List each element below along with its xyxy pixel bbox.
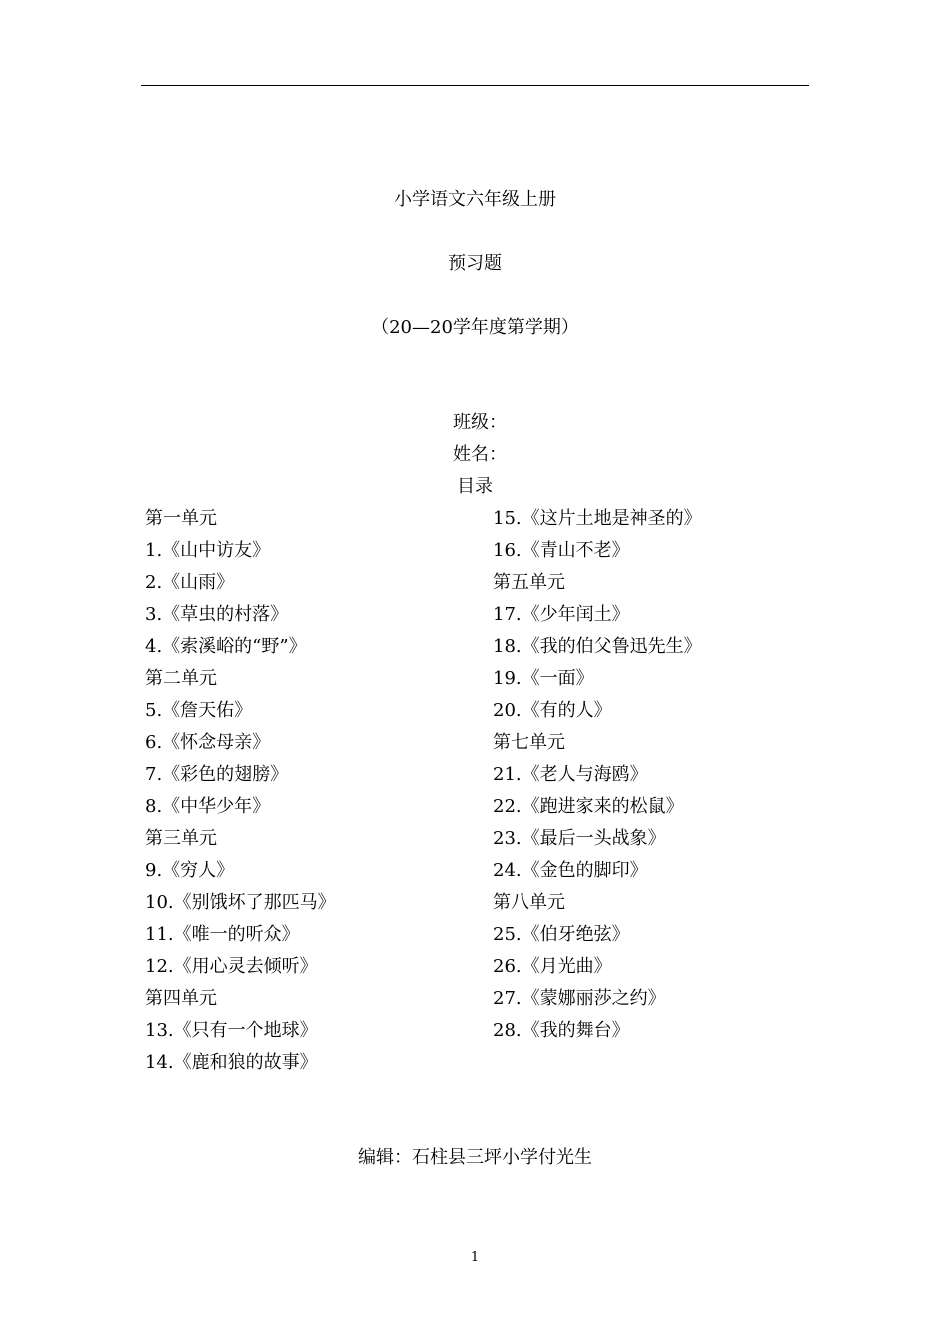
- toc-entry: 21.《老人与海鸥》: [493, 764, 648, 785]
- toc-entry: 6.《怀念母亲》: [145, 732, 271, 753]
- toc-entry: 17.《少年闰土》: [493, 604, 630, 625]
- page-number: 1: [470, 1250, 480, 1265]
- toc-entry: 12.《用心灵去倾听》: [145, 956, 318, 977]
- toc-entry: 13.《只有一个地球》: [145, 1020, 318, 1041]
- toc-entry: 7.《彩色的翅膀》: [145, 764, 289, 785]
- toc-entry: 第七单元: [493, 732, 565, 753]
- toc-entry: 26.《月光曲》: [493, 956, 612, 977]
- toc-entry: 第八单元: [493, 892, 565, 913]
- toc-entry: 1.《山中访友》: [145, 540, 271, 561]
- toc-entry: 10.《别饿坏了那匹马》: [145, 892, 336, 913]
- toc-entry: 24.《金色的脚印》: [493, 860, 648, 881]
- toc-entry: 20.《有的人》: [493, 700, 612, 721]
- toc-entry: 9.《穷人》: [145, 860, 235, 881]
- editor-line: 编辑：石柱县三坪小学付光生: [358, 1147, 592, 1168]
- toc-entry: 第三单元: [145, 828, 217, 849]
- toc-right-column: [493, 507, 702, 1051]
- class-label: 班级：: [453, 412, 507, 433]
- toc-entry: 11.《唯一的听众》: [145, 924, 300, 945]
- term-line: （20—20学年度第学期）: [371, 317, 579, 338]
- toc-heading: 目录: [457, 476, 493, 497]
- toc-entry: 2.《山雨》: [145, 572, 235, 593]
- toc-entry: 23.《最后一头战象》: [493, 828, 666, 849]
- header-rule: [141, 85, 809, 86]
- toc-entry: 14.《鹿和狼的故事》: [145, 1052, 318, 1073]
- toc-entry: 27.《蒙娜丽莎之约》: [493, 988, 666, 1009]
- toc-entry: 16.《青山不老》: [493, 540, 630, 561]
- toc-entry: 第一单元: [145, 508, 217, 529]
- toc-entry: 18.《我的伯父鲁迅先生》: [493, 636, 702, 657]
- toc-entry: 25.《伯牙绝弦》: [493, 924, 630, 945]
- toc-entry: 5.《詹天佑》: [145, 700, 253, 721]
- toc-entry: 4.《索溪峪的“野”》: [145, 636, 307, 657]
- toc-entry: 15.《这片土地是神圣的》: [493, 508, 702, 529]
- toc-entry: 第五单元: [493, 572, 565, 593]
- toc-entry: 3.《草虫的村落》: [145, 604, 289, 625]
- toc-entry: 第二单元: [145, 668, 217, 689]
- toc-entry: 19.《一面》: [493, 668, 594, 689]
- document-subtitle: 预习题: [448, 253, 502, 274]
- name-label: 姓名：: [453, 444, 507, 465]
- toc-entry: 28.《我的舞台》: [493, 1020, 630, 1041]
- toc-left-column: [145, 507, 336, 1083]
- toc-entry: 第四单元: [145, 988, 217, 1009]
- toc-entry: 8.《中华少年》: [145, 796, 271, 817]
- toc-entry: 22.《跑进家来的松鼠》: [493, 796, 684, 817]
- document-title: 小学语文六年级上册: [394, 189, 556, 210]
